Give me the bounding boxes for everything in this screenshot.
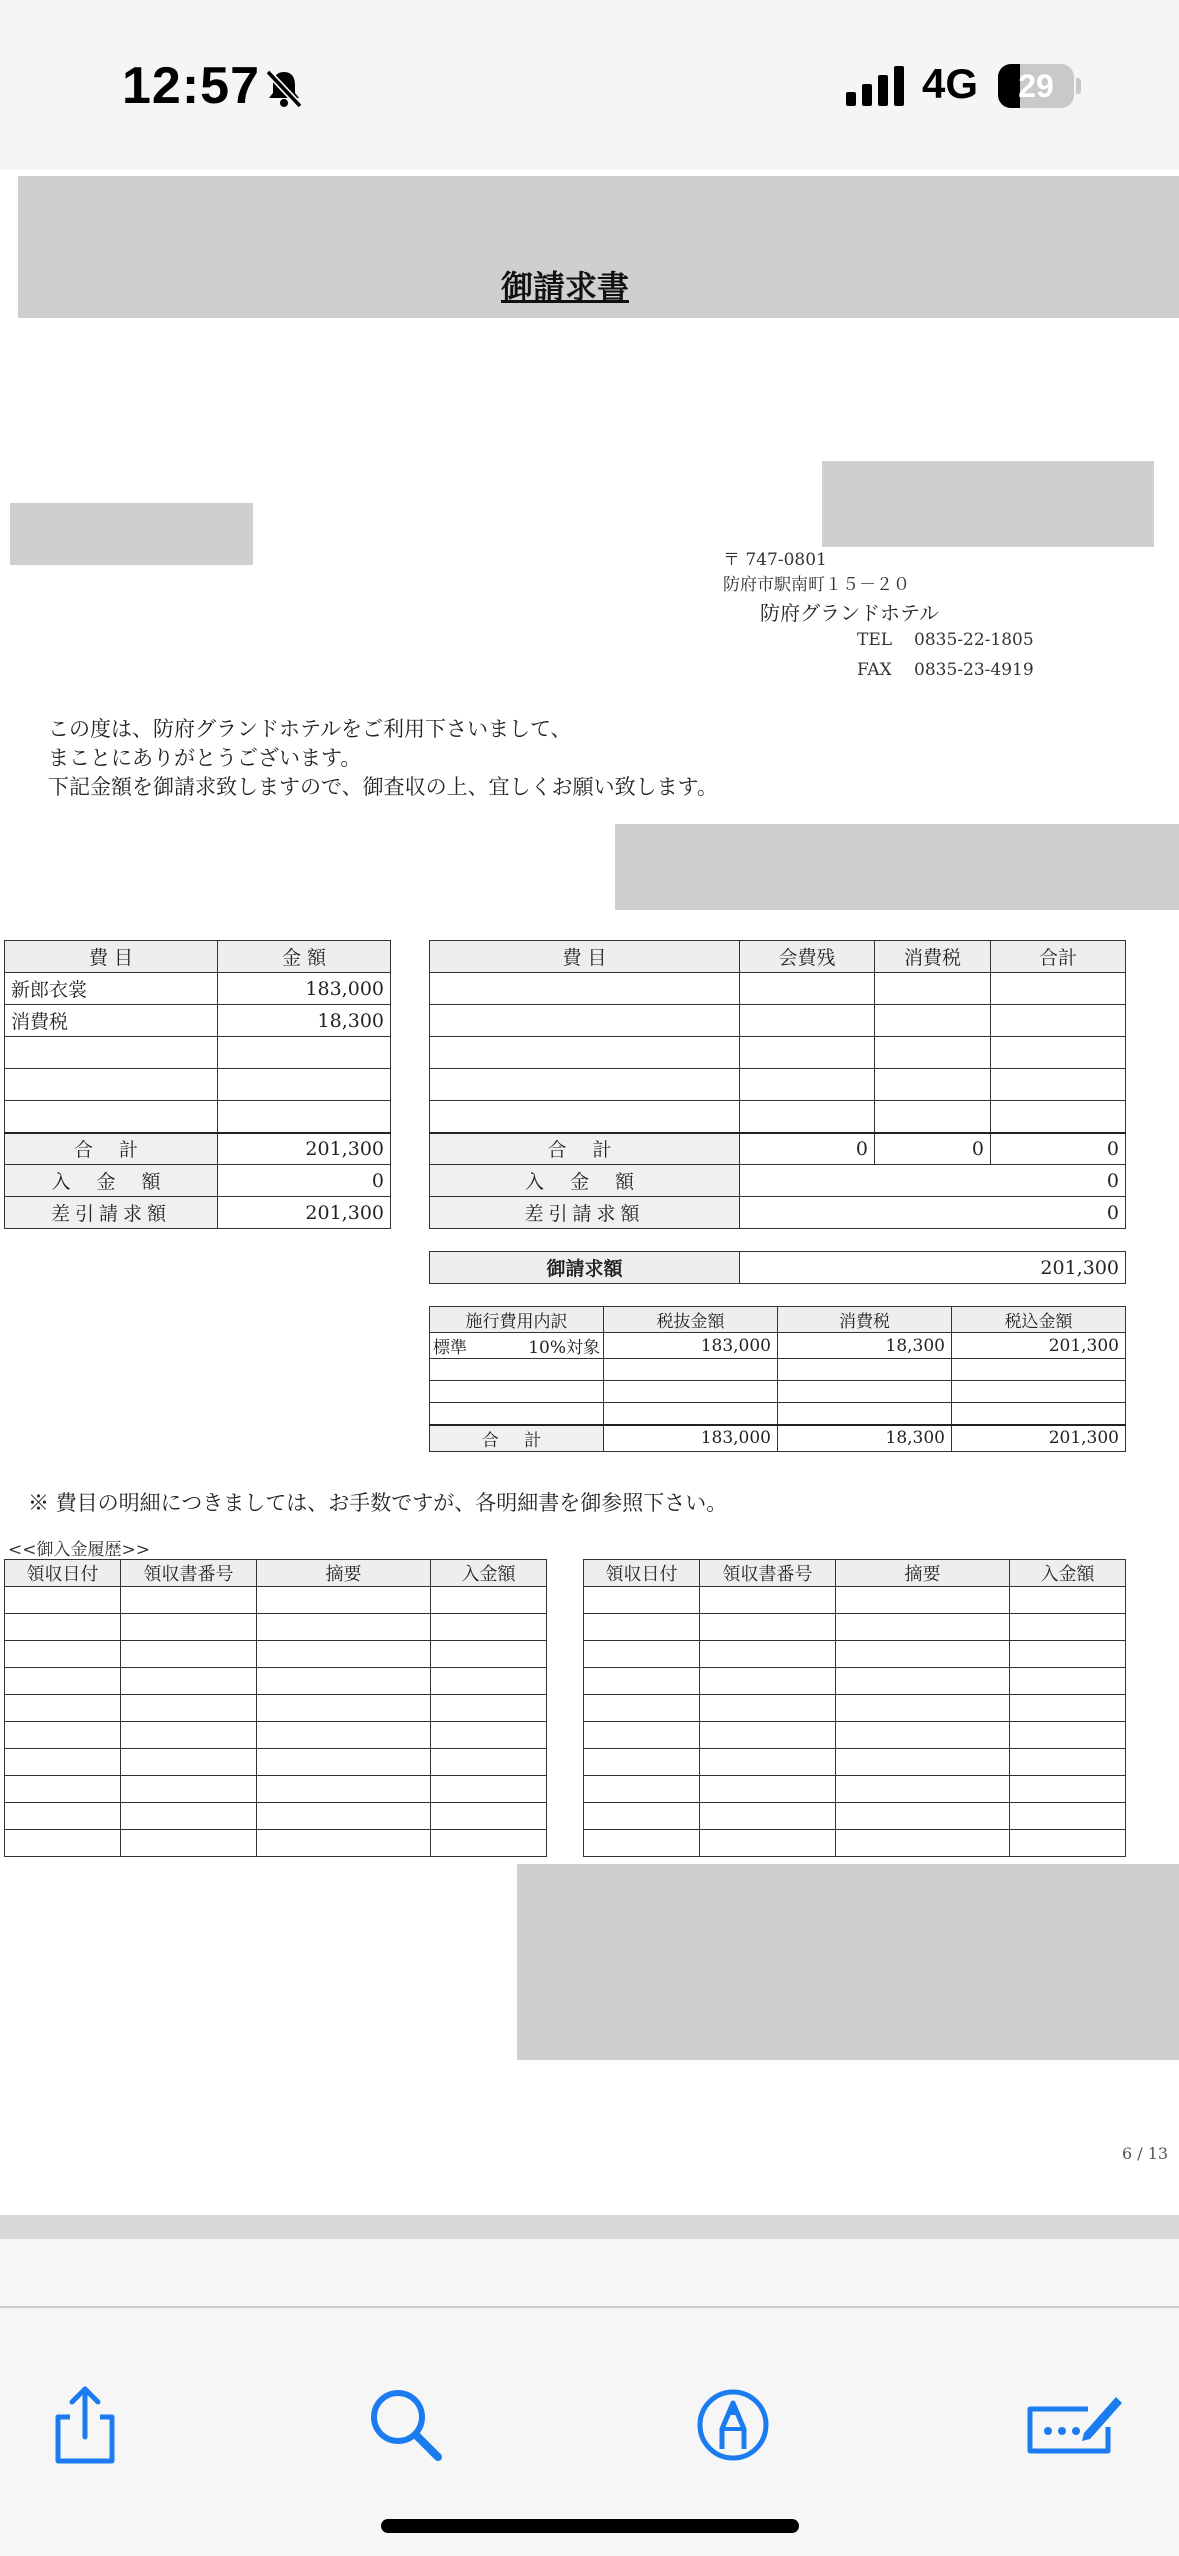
table-row xyxy=(584,1722,1126,1749)
redaction-block xyxy=(615,824,1179,910)
column-header: 会費残 xyxy=(740,941,875,973)
battery-level: 29 xyxy=(1018,68,1054,104)
table-row xyxy=(5,1803,547,1830)
column-header: 消費税 xyxy=(875,941,991,973)
table-row xyxy=(430,1037,1126,1069)
total-value: 0 xyxy=(875,1133,991,1165)
paid-value: 0 xyxy=(740,1165,1126,1197)
table-row xyxy=(5,1695,547,1722)
table-row xyxy=(430,1403,1126,1425)
table-row xyxy=(5,1641,547,1668)
total-row xyxy=(430,1425,1126,1452)
total-label: 合 計 xyxy=(430,1425,604,1452)
total-label: 合 計 xyxy=(430,1133,740,1165)
table-row xyxy=(5,1101,391,1133)
table-row xyxy=(584,1614,1126,1641)
item-amount: 18,300 xyxy=(218,1005,391,1037)
payment-history-title: <<御入金履歴>> xyxy=(8,1540,150,1560)
left-summary-table xyxy=(4,940,391,1229)
total-label: 合 計 xyxy=(5,1133,218,1165)
document-title: 御請求書 xyxy=(500,268,629,306)
status-bar xyxy=(0,0,1179,170)
table-row xyxy=(430,1101,1126,1133)
table-row xyxy=(584,1587,1126,1614)
postal-code: 〒 747-0801 xyxy=(723,550,827,570)
paid-label: 入 金 額 xyxy=(430,1165,740,1197)
column-header: 領収日付 xyxy=(584,1560,700,1587)
column-header: 領収書番号 xyxy=(121,1560,257,1587)
tax-amount: 18,300 xyxy=(778,1333,952,1359)
column-header: 入金額 xyxy=(1010,1560,1126,1587)
table-row xyxy=(5,1749,547,1776)
battery-tip xyxy=(1076,78,1081,94)
signature-icon[interactable] xyxy=(1022,2379,1126,2469)
page-indicator: 6 / 13 xyxy=(1122,2144,1169,2163)
tax-excl: 183,000 xyxy=(604,1333,778,1359)
table-row xyxy=(5,1776,547,1803)
column-header: 費 目 xyxy=(430,941,740,973)
table-row xyxy=(5,1005,391,1037)
balance-label: 差引請求額 xyxy=(5,1197,218,1229)
hotel-name: 防府グランドホテル xyxy=(760,601,939,625)
toolbar-divider xyxy=(0,2306,1179,2308)
redaction-block xyxy=(517,1864,1179,2060)
table-row xyxy=(584,1776,1126,1803)
page-separator xyxy=(0,2215,1179,2239)
table-row xyxy=(5,973,391,1005)
balance-label: 差引請求額 xyxy=(430,1197,740,1229)
payment-history-table-right xyxy=(583,1559,1126,1857)
invoice-total-label: 御請求額 xyxy=(430,1252,740,1284)
table-row xyxy=(5,1830,547,1857)
tax-category-cell xyxy=(430,1333,604,1359)
column-header: 税込金額 xyxy=(952,1307,1126,1333)
total-row xyxy=(5,1133,391,1165)
table-row xyxy=(430,973,1126,1005)
bell-slash-icon xyxy=(262,66,306,110)
table-row xyxy=(5,1037,391,1069)
total-incl: 201,300 xyxy=(952,1425,1126,1452)
search-icon[interactable] xyxy=(360,2379,450,2469)
tax-category: 標準 xyxy=(433,1338,467,1358)
column-header: 消費税 xyxy=(778,1307,952,1333)
table-row xyxy=(430,1069,1126,1101)
table-row xyxy=(430,1005,1126,1037)
total-tax: 18,300 xyxy=(778,1425,952,1452)
balance-value: 0 xyxy=(740,1197,1126,1229)
tax-rate: 10%対象 xyxy=(528,1338,600,1358)
column-header: 税抜金額 xyxy=(604,1307,778,1333)
detail-note: ※ 費目の明細につきましては、お手数ですが、各明細書を御参照下さい。 xyxy=(28,1491,728,1515)
paid-row xyxy=(5,1165,391,1197)
table-row xyxy=(430,1333,1126,1359)
paid-label: 入 金 額 xyxy=(5,1165,218,1197)
total-value: 0 xyxy=(991,1133,1126,1165)
tel-number: 0835-22-1805 xyxy=(914,630,1034,650)
battery-icon xyxy=(998,64,1074,108)
network-type: 4G xyxy=(922,60,979,107)
column-header: 入金額 xyxy=(431,1560,547,1587)
table-row xyxy=(584,1668,1126,1695)
table-row xyxy=(430,1359,1126,1381)
share-icon[interactable] xyxy=(40,2379,130,2469)
table-row xyxy=(5,1069,391,1101)
balance-row xyxy=(430,1197,1126,1229)
right-summary-table xyxy=(429,940,1126,1229)
table-row xyxy=(584,1803,1126,1830)
fax-number: 0835-23-4919 xyxy=(914,660,1034,680)
table-row xyxy=(584,1695,1126,1722)
status-time: 12:57 xyxy=(122,57,260,115)
signal-bars-icon xyxy=(846,64,906,108)
column-header: 金 額 xyxy=(218,941,391,973)
column-header: 領収書番号 xyxy=(700,1560,836,1587)
bottom-toolbar xyxy=(0,2239,1179,2556)
balance-row xyxy=(5,1197,391,1229)
column-header: 合計 xyxy=(991,941,1126,973)
column-header: 費 目 xyxy=(5,941,218,973)
table-row xyxy=(5,1587,547,1614)
greeting-line-2: まことにありがとうございます。 xyxy=(48,746,362,770)
column-header: 領収日付 xyxy=(5,1560,121,1587)
item-name: 消費税 xyxy=(5,1005,218,1037)
balance-value: 201,300 xyxy=(218,1197,391,1229)
table-row xyxy=(5,1722,547,1749)
total-row xyxy=(430,1133,1126,1165)
redaction-block xyxy=(822,461,1154,547)
tel-label: TEL xyxy=(857,630,893,650)
tax-incl: 201,300 xyxy=(952,1333,1126,1359)
tax-breakdown-table xyxy=(429,1306,1126,1452)
item-name: 新郎衣裳 xyxy=(5,973,218,1005)
paid-value: 0 xyxy=(218,1165,391,1197)
table-row xyxy=(5,1614,547,1641)
greeting-line-1: この度は、防府グランドホテルをご利用下さいまして、 xyxy=(48,717,572,741)
paid-row xyxy=(430,1165,1126,1197)
column-header: 摘要 xyxy=(257,1560,431,1587)
table-row xyxy=(584,1641,1126,1668)
markup-icon[interactable] xyxy=(688,2379,778,2469)
sender-address: 防府市駅南町１５－２０ xyxy=(723,575,910,595)
greeting-line-3: 下記金額を御請求致しますので、御査収の上、宜しくお願い致します。 xyxy=(48,775,718,799)
table-row xyxy=(584,1830,1126,1857)
column-header: 摘要 xyxy=(836,1560,1010,1587)
payment-history-table-left xyxy=(4,1559,547,1857)
table-row xyxy=(5,1668,547,1695)
table-row xyxy=(430,1381,1126,1403)
invoice-total-table xyxy=(429,1251,1126,1284)
invoice-total-value: 201,300 xyxy=(740,1252,1126,1284)
fax-label: FAX xyxy=(857,660,892,680)
redaction-block xyxy=(10,503,253,565)
total-value: 0 xyxy=(740,1133,875,1165)
home-indicator[interactable] xyxy=(381,2519,799,2533)
total-excl: 183,000 xyxy=(604,1425,778,1452)
table-row xyxy=(584,1749,1126,1776)
item-amount: 183,000 xyxy=(218,973,391,1005)
column-header: 施行費用内訳 xyxy=(430,1307,604,1333)
total-value: 201,300 xyxy=(218,1133,391,1165)
